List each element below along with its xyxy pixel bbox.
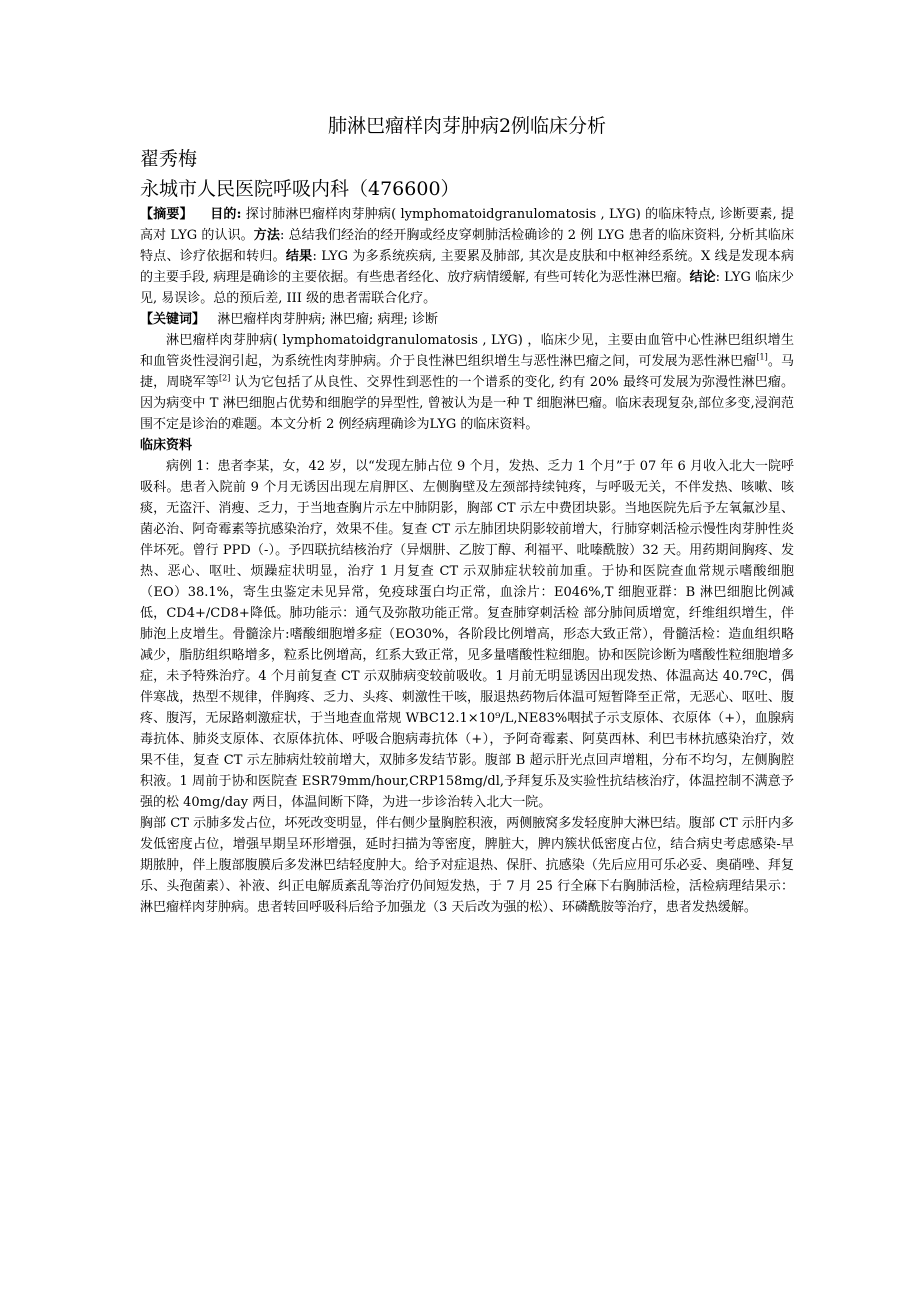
article [140, 112, 794, 918]
objective-text: 探讨肺淋巴瘤样肉芽肿病( lymphomatoidgranulomatosis , LYG) 的临床特点, 诊断要素, 提高对 LYG 的认识。 [140, 207, 794, 243]
case1-imaging-paragraph: 胸部 CT 示肺多发占位，坏死改变明显，伴右侧少量胸腔积液，两侧腋窝多发轻度肿大淋巴结。腹部 CT 示肝内多发低密度占位，增强早期呈环形增强，延时扫描为等密度，脾脏大，脾内簇状低密度占位，结合病史考虑感染-早期脓肿，伴上腹部腹膜后多发淋巴结轻度肿大。给予对症退热、保肝、抗感染（先后应用可乐必妥、奥硝唑、拜复乐、头孢菌素）、补液、纠正电解质紊乱等治疗仍间短发热，于 7 月 25 行全麻下右胸肺活检，活检病理结果示：淋巴瘤样肉芽肿病。患者转回呼吸科后给予加强龙（3 天后改为强的松）、环磷酰胺等治疗，患者发热缓解。 [140, 816, 794, 915]
author-affiliation: 永城市人民医院呼吸内科（476600） [140, 178, 460, 200]
keywords-label: 【关键词】 [140, 312, 206, 327]
intro-part-3: 认为它包括了从良性、交界性到恶性的一个谱系的变化, 约有 20% 最终可发展为弥漫性淋巴瘤。因为病变中 T 淋巴细胞占优势和细胞学的异型性, 曾被认为是一种 T 细胞淋巴瘤。临床表现复杂,部位多变,浸润范围不定是诊治的难题。本文分析 2 例经病理确诊为LYG 的临床资料。 [140, 375, 794, 432]
author-name: 翟秀梅 [140, 148, 198, 170]
section-heading: 临床资料 [140, 438, 193, 453]
citation-ref-1[interactable]: [1] [756, 352, 768, 362]
article-title: 肺淋巴瘤样肉芽肿病2例临床分析 [327, 115, 607, 137]
abstract [140, 204, 794, 309]
results-text: : LYG 为多系统疾病, 主要累及肺部, 其次是皮肤和中枢神经系统。X 线是发现本病的主要手段, 病理是确诊的主要依据。有些患者经化、放疗病情缓解, 有些可转化为恶性淋巴瘤。 [140, 249, 794, 285]
methods-text: : 总结我们经治的经开胸或经皮穿刺肺活检确诊的 2 例 LYG 患者的临床资料, 分析其临床特点、诊疗依据和转归。 [140, 228, 794, 264]
keywords-text: 淋巴瘤样肉芽肿病; 淋巴瘤; 病理; 诊断 [217, 312, 438, 327]
methods-label: 方法 [253, 228, 280, 243]
abstract-label: 【摘要】 [140, 207, 193, 222]
results-label: 结果 [285, 249, 313, 264]
intro-part-2: 。马捷，周晓军等 [140, 354, 794, 390]
conclusion-label: 结论 [689, 270, 716, 285]
keywords [140, 309, 794, 330]
conclusion-text: : LYG 临床少见, 易误诊。总的预后差, III 级的患者需联合化疗。 [140, 270, 794, 306]
intro-part-1: 淋巴瘤样肉芽肿病( lymphomatoidgranulomatosis , LYG) ，临床少见，主要由血管中心性淋巴组织增生和血管炎性浸润引起，为系统性肉芽肿病。介于良性淋巴组织增生与恶性淋巴瘤之间，可发展为恶性淋巴瘤 [140, 333, 794, 369]
objective-label: 目的: [210, 207, 242, 222]
citation-ref-2[interactable]: [2] [219, 373, 231, 383]
introduction-paragraph [140, 330, 794, 435]
case1-paragraph: 病例 1：患者李某，女，42 岁，以“发现左肺占位 9 个月，发热、乏力 1 个月”于 07 年 6 月收入北大一院呼吸科。患者入院前 9 个月无诱因出现左肩胛区、左侧胸壁及左颈部持续钝疼，与呼吸无关，不伴发热、咳嗽、咳痰，无盗汗、消瘦、乏力，于当地查胸片示左中肺阴影，胸部 CT 示左中费团块影。当地医院先后予左氧氟沙星、菌必治、阿奇霉素等抗感染治疗，效果不佳。复查 CT 示左肺团块阴影较前增大，行肺穿刺活检示慢性肉芽肿性炎伴坏死。曾行 PPD（-）。予四联抗结核治疗（异烟肼、乙胺丁醇、利福平、吡嗪酰胺）32 天。用药期间胸疼、发热、恶心、呕吐、烦躁症状明显，治疗 1 月复查 CT 示双肺症状较前加重。于协和医院查血常规示嗜酸细胞（EO）38.1%，寄生虫鉴定未见异常，免疫球蛋白均正常，血涂片：E046%,T 细胞亚群：B 淋巴细胞比例减低，CD4+/CD8+降低。肺功能示：通气及弥散功能正常。复查肺穿刺活检 部分肺间质增宽，纤维组织增生，伴肺泡上皮增生。骨髓涂片:嗜酸细胞增多症（EO30%，各阶段比例增高，形态大致正常），骨髓活检：造血组织略减少，脂肪组织略增多，粒系比例增高，红系大致正常，见多量嗜酸性粒细胞。协和医院诊断为嗜酸性粒细胞增多症，未予特殊治疗。4 个月前复查 CT 示双肺病变较前吸收。1 月前无明显诱因出现发热、体温高达 40.7ºC，偶伴寒战，热型不规律，伴胸疼、乏力、头疼、刺激性干咳，服退热药物后体温可短暂降至正常，无恶心、呕吐、腹疼、腹泻，无尿路刺激症状，于当地查血常规 WBC12.1×10⁹/L,NE83%咽拭子示支原体、衣原体（+），血腺病毒抗体、肺炎支原体、衣原体抗体、呼吸合胞病毒抗体（+），予阿奇霉素、阿莫西林、利巴韦林抗感染治疗，效果不佳，复查 CT 示左肺病灶较前增大，双肺多发结节影。腹部 B 超示肝光点回声增粗，分布不均匀，左侧胸腔积液。1 周前于协和医院查 ESR79mm/hour,CRP158mg/dl,予拜复乐及实验性抗结核治疗，体温控制不满意予强的松 40mg/day 两日，体温间断下降，为进一步诊治转入北大一院。 [140, 459, 794, 810]
